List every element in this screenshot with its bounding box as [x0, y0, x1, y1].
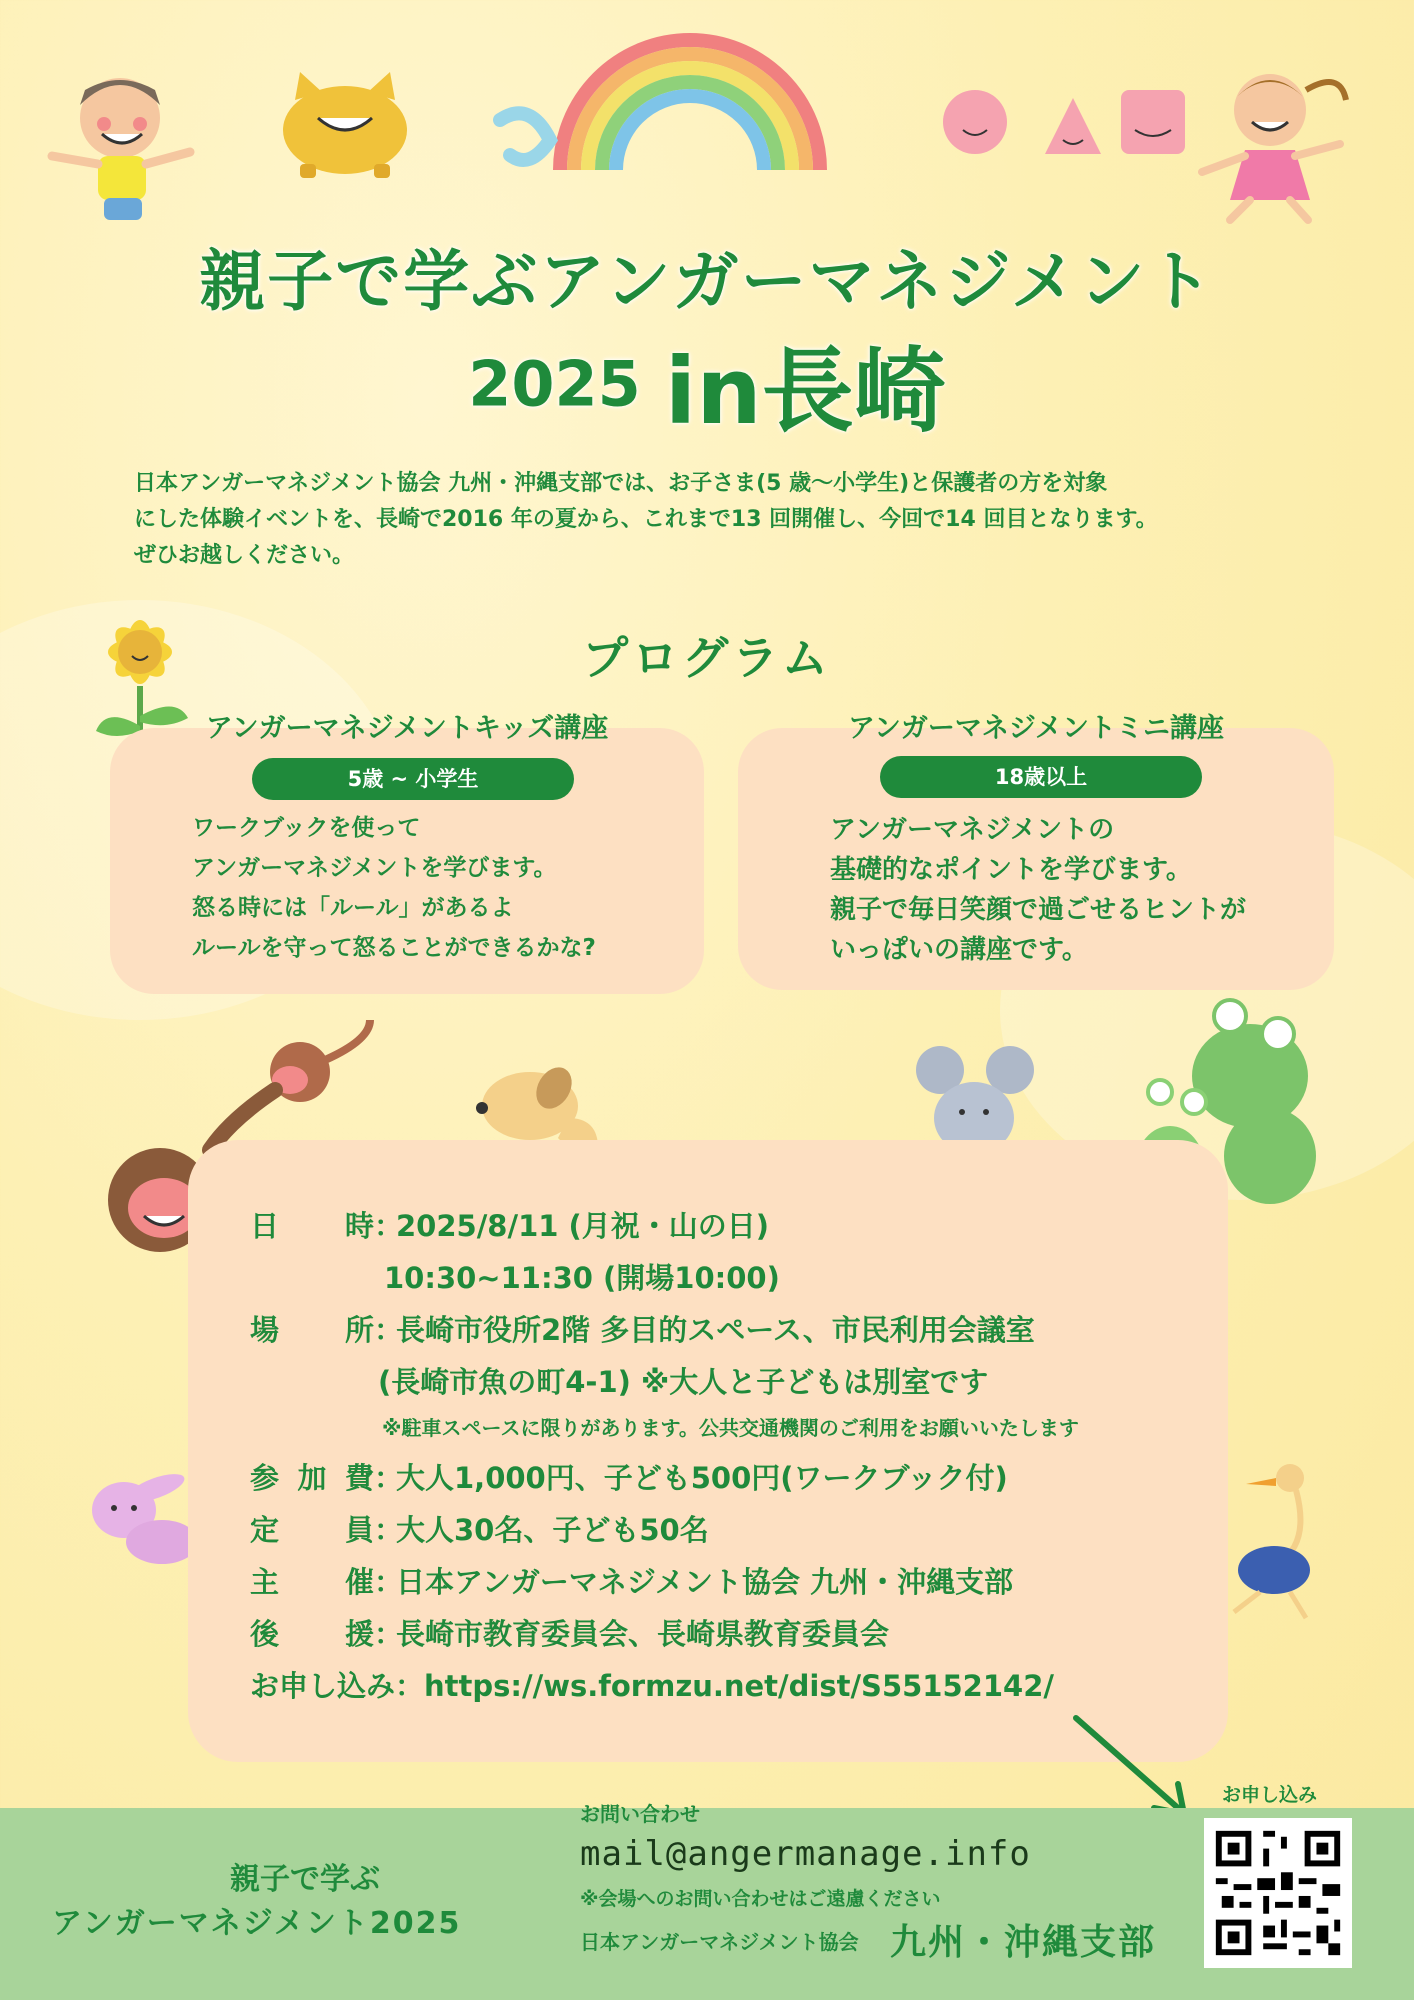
venue-address-row — [378, 1360, 988, 1401]
footer-logo-line1: 親子で学ぶ — [230, 1862, 380, 1897]
bird-illustration — [1210, 1462, 1350, 1622]
time-value: 10:30~11:30 (開場10:00) — [384, 1261, 780, 1295]
mini-target-badge: 18歳以上 — [880, 756, 1202, 798]
intro-text — [134, 466, 1354, 574]
boy-illustration — [40, 60, 210, 230]
kids-line: ワークブックを使って — [192, 815, 421, 841]
capacity-value: 大人30名、子ども50名 — [396, 1513, 709, 1547]
qr-label: お申し込み — [1222, 1784, 1318, 1806]
main-title: 親子で学ぶアンガーマネジメント — [199, 243, 1215, 320]
colon: ： — [374, 1565, 404, 1599]
kids-target-badge: 5歳 ~ 小学生 — [252, 758, 574, 800]
girl-illustration — [1190, 60, 1350, 230]
arrow-icon — [1070, 1712, 1200, 1822]
date-row — [250, 1204, 769, 1245]
intro-line: 日本アンガーマネジメント協会 九州・沖縄支部では、お子さま(5 歳〜小学生)と保護者の方を対象 — [134, 471, 1108, 496]
apply-link[interactable]: https://ws.formzu.net/dist/S55152142/ — [424, 1669, 1054, 1703]
host-value: 日本アンガーマネジメント協会 九州・沖縄支部 — [396, 1565, 1014, 1599]
mini-line: 基礎的なポイントを学びます。 — [830, 855, 1192, 885]
footer-branch: 九州・沖縄支部 — [890, 1922, 1157, 1963]
fee-row — [250, 1456, 1008, 1497]
fee-value: 大人1,000円、子ども500円(ワークブック付) — [396, 1461, 1008, 1495]
date-label: 日 時 — [250, 1209, 374, 1243]
support-row — [250, 1612, 889, 1653]
program-heading: プログラム — [582, 631, 832, 685]
host-row — [250, 1560, 1013, 1601]
kids-line: 怒る時には「ルール」があるよ — [192, 895, 514, 921]
colon: ： — [374, 1461, 404, 1495]
support-label: 後 援 — [250, 1617, 374, 1651]
contact-email[interactable]: mail@angermanage.info — [580, 1834, 1031, 1874]
contact-label: お問い合わせ — [580, 1802, 700, 1826]
footer-logo-line2: アンガーマネジメント2025 — [52, 1906, 462, 1941]
qr-code[interactable] — [1204, 1818, 1352, 1968]
rainbow-illustration — [490, 30, 850, 180]
intro-line: ぜひお越しください。 — [134, 543, 355, 568]
smiling-shapes-illustration — [935, 80, 1195, 170]
colon: ： — [374, 1617, 404, 1651]
apply-row — [250, 1664, 1054, 1705]
apply-label: お申し込み — [250, 1669, 396, 1703]
fee-label: 参加費 — [250, 1461, 374, 1495]
footer-org: 日本アンガーマネジメント協会 — [580, 1930, 859, 1954]
venue-note-row — [382, 1412, 1079, 1441]
capacity-row — [250, 1508, 709, 1549]
time-row — [384, 1256, 780, 1297]
qr-code-image — [1204, 1818, 1352, 1968]
date-value: 2025/8/11 (月祝・山の日) — [396, 1209, 770, 1243]
venue-note: ※駐車スペースに限りがあります。公共交通機関のご利用をお願いいたします — [382, 1416, 1079, 1440]
colon: ： — [374, 1209, 404, 1243]
mini-line: いっぱいの講座です。 — [830, 935, 1088, 965]
mini-course-title: アンガーマネジメントミニ講座 — [847, 713, 1225, 744]
mini-course-description — [830, 810, 1246, 970]
kids-line: ルールを守って怒ることができるかな? — [192, 935, 596, 961]
venue-row — [250, 1308, 1035, 1349]
colon: ： — [395, 1669, 425, 1703]
venue-label: 場 所 — [250, 1313, 374, 1347]
venue-value: 長崎市役所2階 多目的スペース、市民利用会議室 — [396, 1313, 1035, 1347]
cat-illustration — [270, 60, 420, 180]
host-label: 主 催 — [250, 1565, 374, 1599]
colon: ： — [374, 1513, 404, 1547]
venue-address: (長崎市魚の町4-1) ※大人と子どもは別室です — [378, 1365, 989, 1399]
contact-note: ※会場へのお問い合わせはご遠慮ください — [580, 1888, 941, 1910]
event-details-box — [188, 1140, 1228, 1762]
colon: ： — [374, 1313, 404, 1347]
sub-title — [0, 318, 1414, 450]
kids-course-title: アンガーマネジメントキッズ講座 — [205, 713, 609, 744]
mini-line: アンガーマネジメントの — [830, 815, 1115, 845]
title-place: in長崎 — [664, 338, 946, 445]
support-value: 長崎市教育委員会、長崎県教育委員会 — [396, 1617, 890, 1651]
mini-line: 親子で毎日笑顔で過ごせるヒントが — [830, 895, 1247, 925]
kids-course-description — [192, 808, 596, 968]
intro-line: にした体験イベントを、長崎で2016 年の夏から、これまで13 回開催し、今回で14 回目となります。 — [134, 507, 1158, 532]
capacity-label: 定 員 — [250, 1513, 374, 1547]
title-year: 2025 — [468, 347, 641, 421]
kids-line: アンガーマネジメントを学びます。 — [192, 855, 557, 881]
